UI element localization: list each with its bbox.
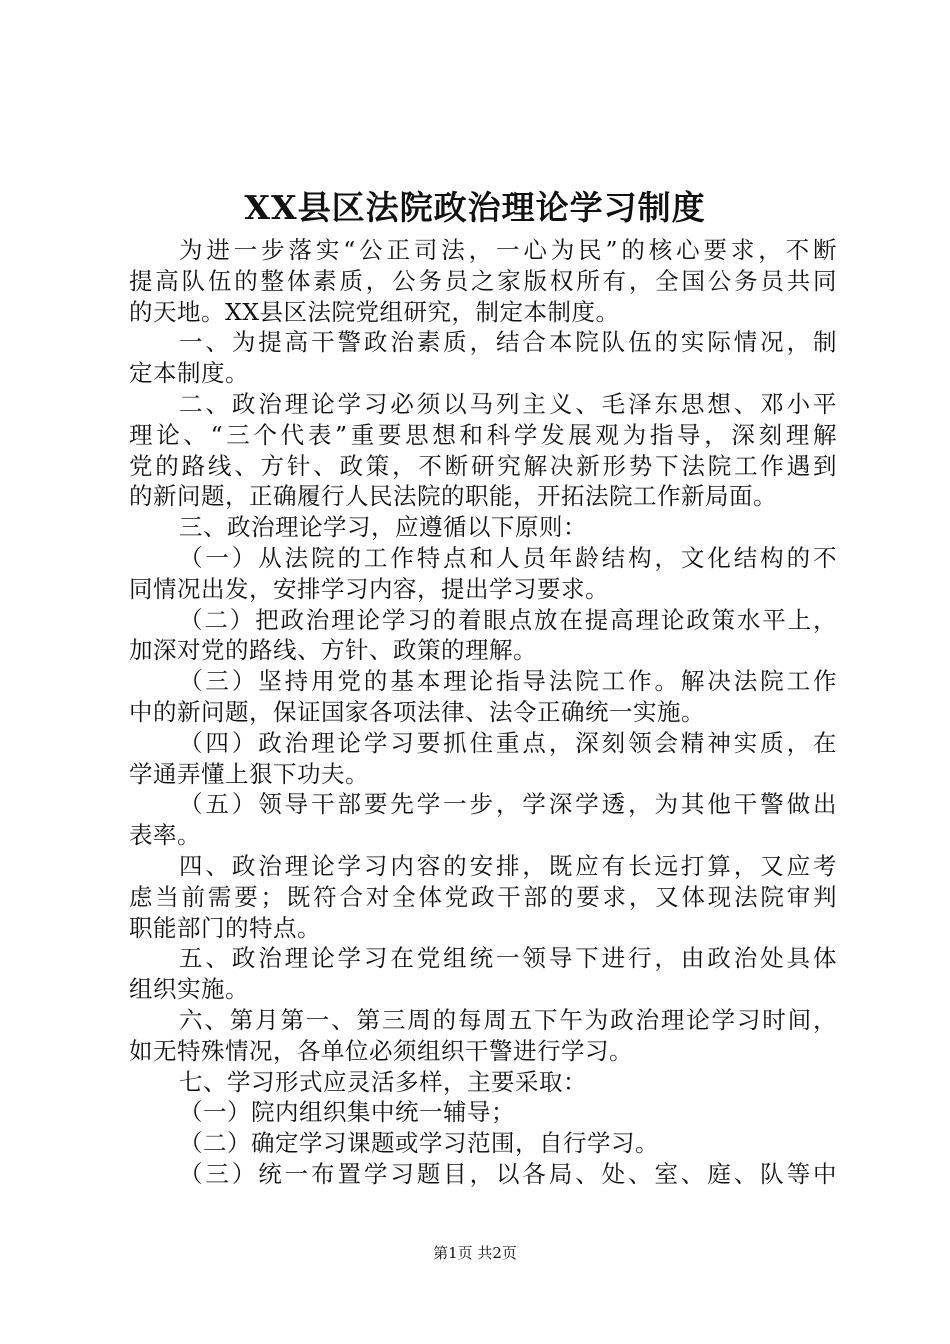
body-line: 为进一步落实“公正司法，一心为民”的核心要求，不断	[179, 236, 837, 264]
body-line: 职能部门的特点。	[129, 913, 321, 942]
document-title: XX县区法院政治理论学习制度	[244, 188, 706, 227]
body-line: 中的新问题，保证国家各项法律、法令正确统一实施。	[129, 697, 705, 726]
body-line: 组织实施。	[129, 975, 249, 1004]
body-line: 理论、“三个代表”重要思想和科学发展观为指导，深刻理解	[129, 420, 837, 449]
body-line: 一、为提高干警政治素质，结合本院队伍的实际情况，制	[179, 328, 837, 357]
body-line: （四）政治理论学习要抓住重点，深刻领会精神实质，在	[179, 728, 837, 757]
page-footer: 第1页 共2页	[433, 1244, 517, 1262]
body-line: 虑当前需要；既符合对全体党政干部的要求，又体现法院审判	[129, 882, 837, 911]
body-line: 六、第月第一、第三周的每周五下午为政治理论学习时间，	[179, 1005, 837, 1034]
body-line: 的天地。XX县区法院党组研究，制定本制度。	[129, 297, 620, 326]
body-line: 三、政治理论学习，应遵循以下原则：	[179, 513, 587, 542]
body-line: 学通弄懂上狠下功夫。	[129, 759, 369, 788]
body-line: （三）统一布置学习题目，以各局、处、室、庭、队等中	[179, 1159, 837, 1188]
body-line: （三）坚持用党的基本理论指导法院工作。解决法院工作	[179, 667, 837, 696]
body-line: 表率。	[129, 821, 201, 850]
body-line: 的新问题，正确履行人民法院的职能，开拓法院工作新局面。	[129, 482, 777, 511]
body-line: 同情况出发，安排学习内容，提出学习要求。	[129, 574, 609, 603]
body-line: 七、学习形式应灵活多样，主要采取：	[179, 1067, 587, 1096]
body-line: 如无特殊情况，各单位必须组织干警进行学习。	[129, 1036, 633, 1065]
body-line: （一）从法院的工作特点和人员年龄结构，文化结构的不	[179, 543, 837, 572]
body-line: 四、政治理论学习内容的安排，既应有长远打算，又应考	[179, 851, 837, 880]
body-line: 党的路线、方针、政策，不断研究解决新形势下法院工作遇到	[129, 451, 837, 480]
document-body	[129, 235, 837, 1190]
body-line: （二）把政治理论学习的着眼点放在提高理论政策水平上，	[179, 605, 837, 634]
body-line: 五、政治理论学习在党组统一领导下进行，由政治处具体	[179, 944, 837, 973]
body-line: （二）确定学习课题或学习范围，自行学习。	[179, 1129, 659, 1158]
body-line: 二、政治理论学习必须以马列主义、毛泽东思想、邓小平	[179, 389, 837, 418]
body-line: 提高队伍的整体素质，公务员之家版权所有，全国公务员共同	[129, 266, 837, 295]
body-line: 加深对党的路线、方针、政策的理解。	[129, 636, 537, 665]
body-line: （一）院内组织集中统一辅导；	[179, 1098, 515, 1127]
body-line: （五）领导干部要先学一步，学深学透，为其他干警做出	[179, 790, 837, 819]
body-line: 定本制度。	[129, 359, 249, 388]
